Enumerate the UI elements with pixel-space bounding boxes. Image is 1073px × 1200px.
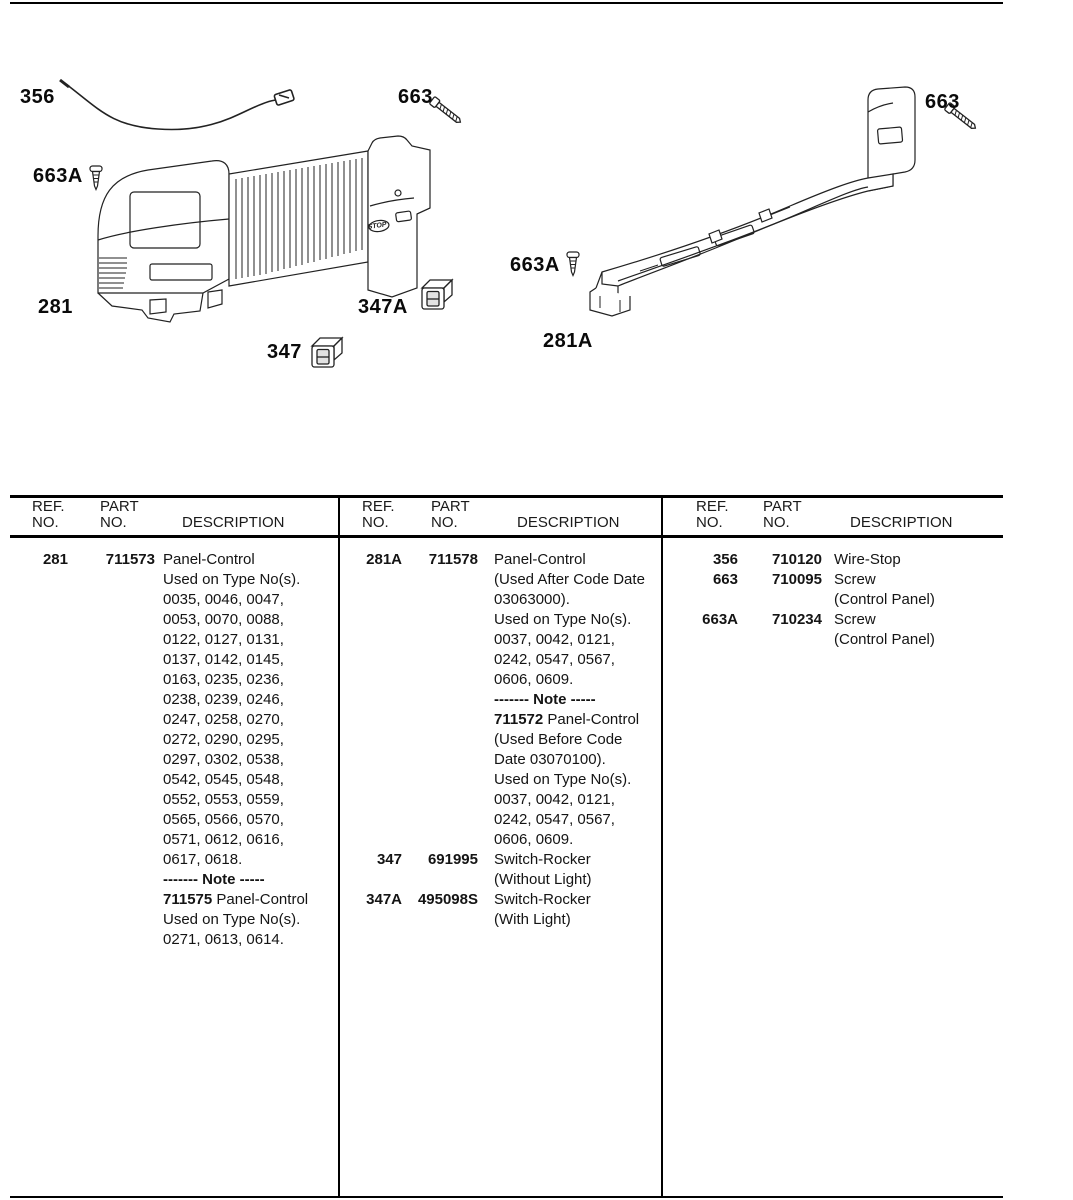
description-line: 0053, 0070, 0088, — [163, 611, 284, 628]
description-line: Used on Type No(s). — [163, 571, 301, 588]
part-no: 710120 — [771, 551, 822, 568]
parts-entry — [340, 850, 661, 890]
description-line: (Used After Code Date — [494, 571, 645, 588]
header-ref-no — [32, 499, 100, 531]
header-ref-no — [362, 499, 431, 531]
rocker-switch-347-drawing — [312, 338, 342, 367]
description-line: (Used Before Code — [494, 731, 623, 748]
callout-663a-left: 663A — [33, 165, 83, 187]
header-part-no — [763, 499, 850, 531]
description-line: ------- Note ----- — [494, 691, 596, 708]
description — [834, 610, 1003, 650]
description-line: 0247, 0258, 0270, — [163, 711, 284, 728]
rocker-switch-347a-drawing — [422, 280, 452, 309]
column-body — [340, 538, 661, 930]
description-line: 0242, 0547, 0567, — [494, 651, 615, 668]
ref-no: 281A — [366, 551, 402, 568]
header-ref-line2: NO. — [696, 514, 723, 531]
parts-table-column-3 — [663, 498, 1003, 1196]
callout-347: 347 — [267, 341, 302, 363]
callout-347a: 347A — [358, 296, 408, 318]
header-part-line2: NO. — [100, 514, 127, 531]
ref-no: 663A — [702, 611, 738, 628]
description — [163, 550, 338, 950]
description-line: 0163, 0235, 0236, — [163, 671, 284, 688]
screw-663a-right-drawing — [567, 252, 579, 276]
header-part-line1: PART — [763, 498, 802, 515]
ref-no: 356 — [712, 551, 738, 568]
callout-663a-right: 663A — [510, 254, 560, 276]
description-line: Panel-Control — [494, 551, 586, 568]
part-no: 691995 — [427, 851, 478, 868]
callout-281: 281 — [38, 296, 73, 318]
description-line: Used on Type No(s). — [163, 911, 301, 928]
stop-label-text: STOP — [367, 221, 388, 231]
parts-table-column-1 — [10, 498, 338, 1196]
description-line: (Control Panel) — [834, 591, 935, 608]
parts-entry — [663, 610, 1003, 650]
part-no: 710234 — [771, 611, 822, 628]
description-line: 0606, 0609. — [494, 671, 574, 688]
parts-entry — [340, 890, 661, 930]
ref-no: 281 — [42, 551, 68, 568]
ref-no: 347A — [366, 891, 402, 908]
header-part-line1: PART — [100, 498, 139, 515]
description-line: 0565, 0566, 0570, — [163, 811, 284, 828]
description-line: 0037, 0042, 0121, — [494, 791, 615, 808]
parts-entry — [663, 550, 1003, 570]
description — [834, 570, 1003, 610]
description-line: 0037, 0042, 0121, — [494, 631, 615, 648]
description-line: 0606, 0609. — [494, 831, 574, 848]
screw-663-left-drawing — [429, 96, 463, 125]
parts-table — [10, 495, 1003, 1198]
description-line: 711575 Panel-Control — [163, 891, 309, 908]
ref-no: 663 — [712, 571, 738, 588]
callout-356: 356 — [20, 86, 55, 108]
header-ref-line1: REF. — [32, 498, 65, 515]
ref-no: 347 — [376, 851, 402, 868]
header-ref-no — [696, 499, 763, 531]
control-panel-281-drawing — [98, 136, 430, 322]
description-line: 0617, 0618. — [163, 851, 243, 868]
header-part-line2: NO. — [763, 514, 790, 531]
description-line: 03063000). — [494, 591, 570, 608]
description-line: 0542, 0545, 0548, — [163, 771, 284, 788]
description-line: 711572 Panel-Control — [494, 711, 640, 728]
description-line: 0297, 0302, 0538, — [163, 751, 284, 768]
parts-diagram — [0, 0, 1073, 495]
column-header — [340, 498, 661, 538]
header-ref-line2: NO. — [32, 514, 59, 531]
header-part-line2: NO. — [431, 514, 458, 531]
header-ref-line1: REF. — [362, 498, 395, 515]
header-description: DESCRIPTION — [517, 514, 620, 531]
screw-663a-left-drawing — [90, 166, 102, 190]
parts-table-column-2 — [338, 498, 663, 1196]
wire-stop-356-drawing — [60, 80, 294, 130]
header-part-line1: PART — [431, 498, 470, 515]
description-line: Used on Type No(s). — [494, 611, 632, 628]
description-line: 0271, 0613, 0614. — [163, 931, 284, 948]
description — [494, 850, 661, 890]
description-line: 0571, 0612, 0616, — [163, 831, 284, 848]
description-line: Used on Type No(s). — [494, 771, 632, 788]
header-description: DESCRIPTION — [182, 514, 285, 531]
header-ref-line2: NO. — [362, 514, 389, 531]
description-line: (Control Panel) — [834, 631, 935, 648]
description-line: Screw — [834, 571, 876, 588]
parts-entry — [663, 570, 1003, 610]
description-line: 0122, 0127, 0131, — [163, 631, 284, 648]
header-part-no — [431, 499, 517, 531]
description-line: (Without Light) — [494, 871, 592, 888]
description-line: Panel-Control — [163, 551, 255, 568]
parts-entry — [10, 550, 338, 950]
header-part-no — [100, 499, 182, 531]
description-line: 0242, 0547, 0567, — [494, 811, 615, 828]
callout-663-right: 663 — [925, 91, 960, 113]
description-line: Switch-Rocker — [494, 851, 591, 868]
control-panel-281a-drawing — [590, 87, 915, 316]
part-no: 711573 — [105, 551, 155, 568]
description-line: Screw — [834, 611, 876, 628]
column-header — [10, 498, 338, 538]
description-line: Switch-Rocker — [494, 891, 591, 908]
description — [494, 550, 661, 850]
description-line: 0552, 0553, 0559, — [163, 791, 284, 808]
header-ref-line1: REF. — [696, 498, 729, 515]
part-no: 711578 — [428, 551, 478, 568]
column-body — [663, 538, 1003, 650]
parts-diagram-art — [0, 0, 1073, 495]
description-line: (With Light) — [494, 911, 571, 928]
description-line: 0137, 0142, 0145, — [163, 651, 284, 668]
column-body — [10, 538, 338, 950]
description-line: ------- Note ----- — [163, 871, 265, 888]
description-line: Date 03070100). — [494, 751, 606, 768]
description-line: 0238, 0239, 0246, — [163, 691, 284, 708]
description — [834, 550, 1003, 570]
callout-281a: 281A — [543, 330, 593, 352]
header-description: DESCRIPTION — [850, 514, 953, 531]
description-line: Wire-Stop — [834, 551, 901, 568]
callout-663-left: 663 — [398, 86, 433, 108]
description — [494, 890, 661, 930]
description-line: 0272, 0290, 0295, — [163, 731, 284, 748]
part-no: 495098S — [417, 891, 478, 908]
column-header — [663, 498, 1003, 538]
parts-entry — [340, 550, 661, 850]
description-line: 0035, 0046, 0047, — [163, 591, 284, 608]
part-no: 710095 — [771, 571, 822, 588]
